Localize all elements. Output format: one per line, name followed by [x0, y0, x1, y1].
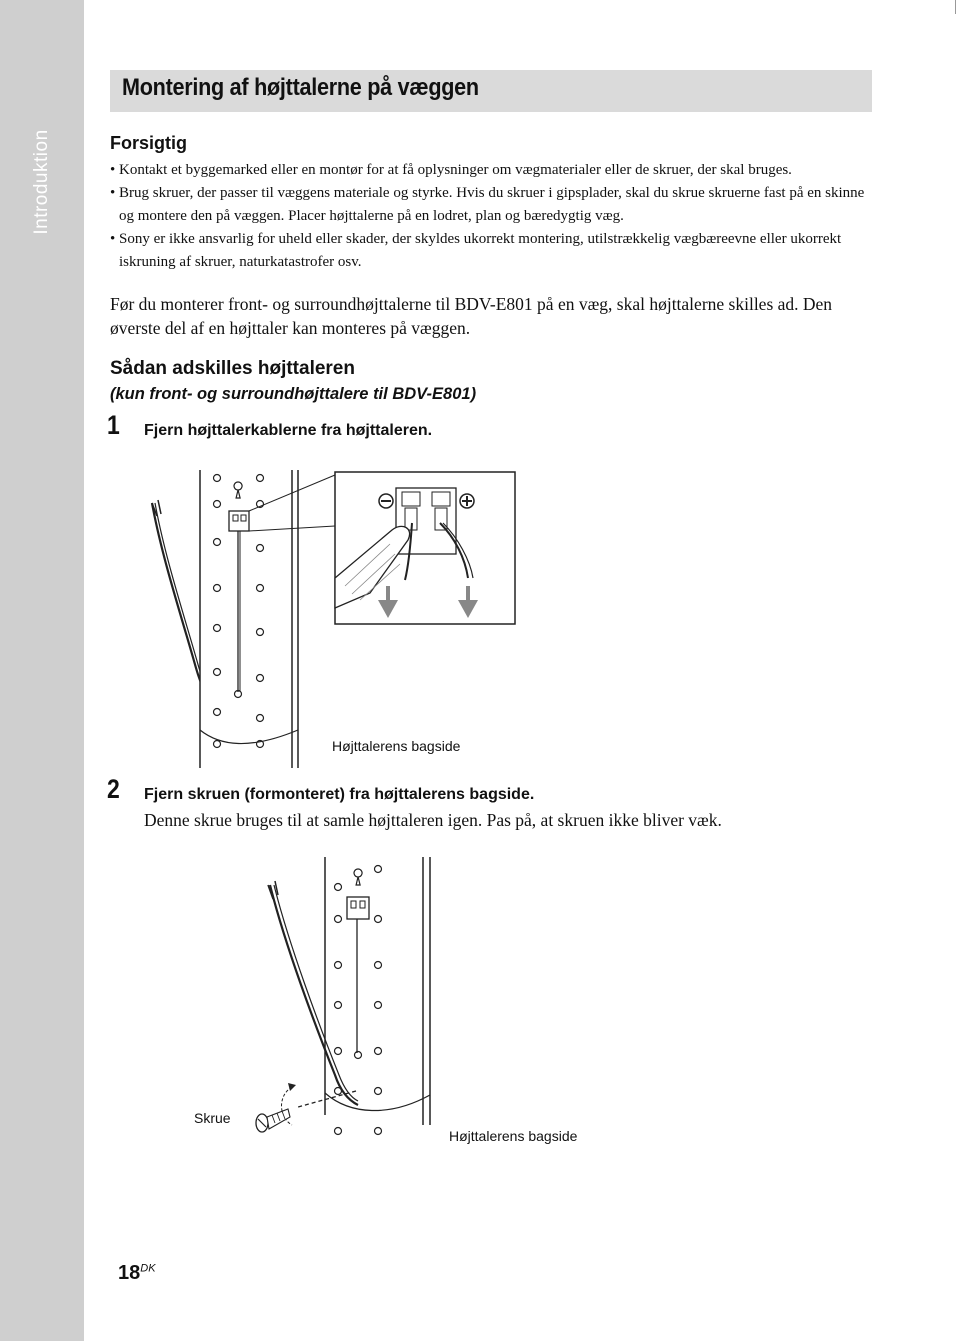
caution-list	[110, 159, 870, 274]
page-title: Montering af højttalerne på væggen	[122, 74, 479, 101]
caution-item: • Kontakt et byggemarked eller en montør for at få oplysninger om vægmaterialer eller de skruer, der skal bruges.	[110, 159, 870, 182]
page-number-value: 18	[118, 1262, 141, 1284]
figure2-label-back: Højttalerens bagside	[449, 1128, 578, 1144]
side-tab-label: Introduktion	[31, 129, 52, 235]
figure-screw-removal	[240, 855, 460, 1145]
screw-icon	[256, 1109, 290, 1132]
figure-cable-removal	[140, 468, 530, 768]
step-1-text: Fjern højttalerkablerne fra højttaleren.	[144, 422, 433, 439]
step-2-number: 2	[107, 774, 120, 804]
side-tab	[0, 0, 84, 1341]
plus-terminal-icon	[460, 494, 474, 508]
crop-mark	[955, 0, 956, 14]
caution-item: • Sony er ikke ansvarlig for uheld eller skader, der skyldes ukorrekt montering, utilstrækkelig vægbæreevne eller ukorrekt iskruning af skruer, naturkatastrofer osv.	[110, 228, 870, 274]
step-1-number: 1	[107, 410, 120, 440]
step-2-text: Fjern skruen (formonteret) fra højttalerens bagside.	[144, 786, 535, 803]
section-heading: Sådan adskilles højttaleren	[110, 358, 355, 379]
caution-heading: Forsigtig	[110, 133, 187, 153]
page-number-suffix: DK	[140, 1262, 156, 1275]
step-2-description: Denne skrue bruges til at samle højttaleren igen. Pas på, at skruen ikke bliver væk.	[144, 810, 722, 830]
page-number	[118, 1262, 156, 1285]
minus-terminal-icon	[379, 494, 393, 508]
caution-item: • Brug skruer, der passer til væggens materiale og styrke. Hvis du skruer i gipsplader, skal du skrue skruerne fast på en skinne og montere den på væggen. Placer højttalerne på en lodret, plan og bæredygtig væg.	[110, 182, 870, 228]
intro-paragraph: Før du monterer front- og surroundhøjttalerne til BDV-E801 på en væg, skal højttalerne skilles ad. Den øverste del af en højttaler kan monteres på væggen.	[110, 294, 833, 338]
figure1-label-back: Højttalerens bagside	[332, 738, 461, 754]
figure2-label-screw: Skrue	[194, 1110, 231, 1126]
section-note: (kun front- og surroundhøjttalere til BDV-E801)	[110, 385, 477, 403]
